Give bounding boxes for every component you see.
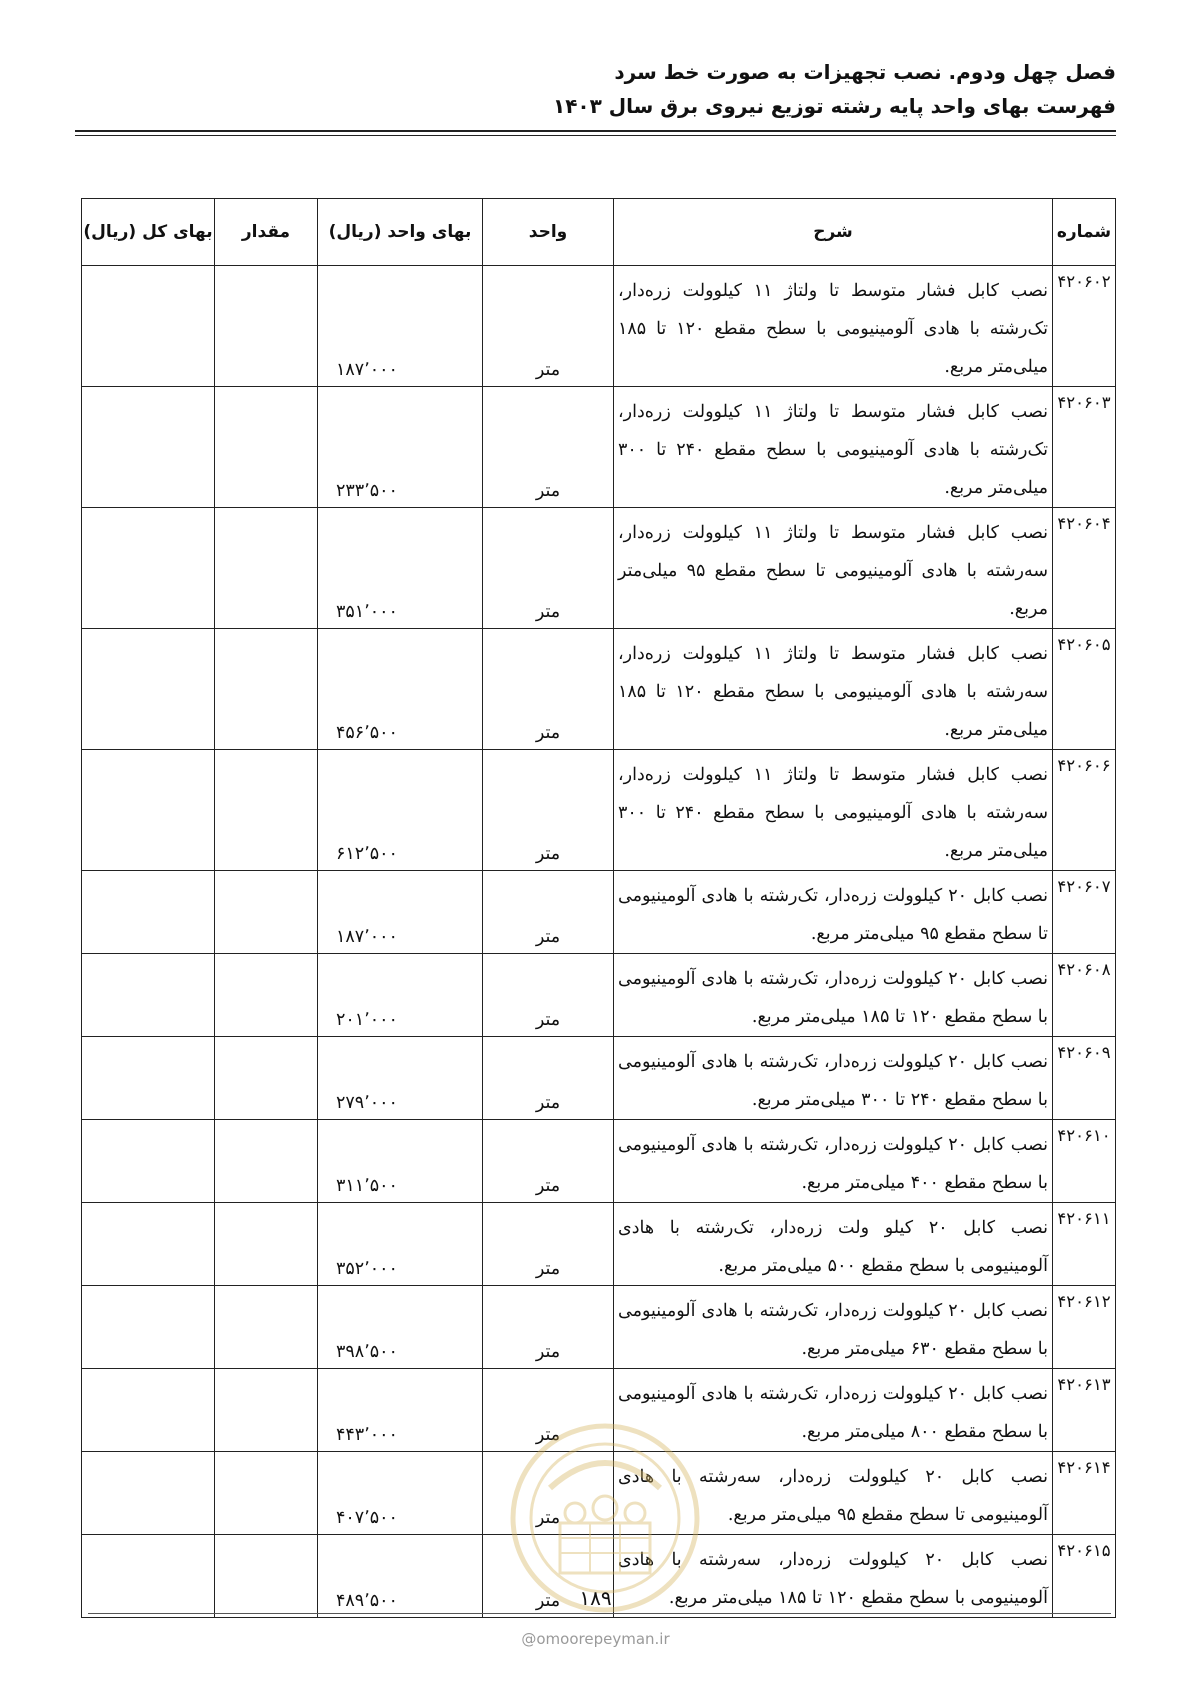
row-code: ۴۲۰۶۰۲: [1053, 266, 1116, 387]
row-code: ۴۲۰۶۰۶: [1053, 750, 1116, 871]
row-quantity: [215, 750, 318, 871]
row-quantity: [215, 1120, 318, 1203]
row-quantity: [215, 1452, 318, 1535]
table-row: [82, 871, 1116, 954]
row-description: نصب کابل ۲۰ کیلوولت زره‌دار، تک‌رشته با هادی آلومینیومی با سطح مقطع ۱۲۰ تا ۱۸۵ میلی‌متر مربع.: [614, 954, 1053, 1037]
row-unit: متر: [483, 1535, 614, 1618]
row-quantity: [215, 266, 318, 387]
website-label: @omoorepeyman.ir: [521, 1630, 670, 1648]
row-code: ۴۲۰۶۱۴: [1053, 1452, 1116, 1535]
row-quantity: [215, 629, 318, 750]
row-code: ۴۲۰۶۰۸: [1053, 954, 1116, 1037]
table-header-row: [82, 199, 1116, 266]
row-quantity: [215, 508, 318, 629]
row-unit-price: ۳۱۱٬۵۰۰: [318, 1120, 483, 1203]
header-quantity: مقدار: [215, 199, 318, 266]
row-description: نصب کابل ۲۰ کیلوولت زره‌دار، تک‌رشته با هادی آلومینیومی با سطح مقطع ۸۰۰ میلی‌متر مربع.: [614, 1369, 1053, 1452]
row-total-price: [82, 1203, 215, 1286]
row-unit-price: ۳۹۸٬۵۰۰: [318, 1286, 483, 1369]
row-code: ۴۲۰۶۰۹: [1053, 1037, 1116, 1120]
row-unit-price: ۴۰۷٬۵۰۰: [318, 1452, 483, 1535]
row-unit-price: ۴۸۹٬۵۰۰: [318, 1535, 483, 1618]
row-description: نصب کابل ۲۰ کیلوولت زره‌دار، تک‌رشته با هادی آلومینیومی با سطح مقطع ۶۳۰ میلی‌متر مربع.: [614, 1286, 1053, 1369]
row-total-price: [82, 266, 215, 387]
row-unit: متر: [483, 629, 614, 750]
table-row: [82, 1120, 1116, 1203]
row-code: ۴۲۰۶۱۲: [1053, 1286, 1116, 1369]
row-quantity: [215, 1203, 318, 1286]
header-unit-price: بهای واحد (ریال): [318, 199, 483, 266]
row-quantity: [215, 387, 318, 508]
row-total-price: [82, 508, 215, 629]
row-unit: متر: [483, 954, 614, 1037]
row-code: ۴۲۰۶۱۳: [1053, 1369, 1116, 1452]
row-unit: متر: [483, 266, 614, 387]
row-quantity: [215, 1037, 318, 1120]
row-quantity: [215, 871, 318, 954]
row-description: نصب کابل فشار متوسط تا ولتاژ ۱۱ کیلوولت زره‌دار، سه‌رشته با هادی آلومینیومی تا سطح مقطع ۹۵ میلی‌متر مربع.: [614, 508, 1053, 629]
row-unit-price: ۴۵۶٬۵۰۰: [318, 629, 483, 750]
table-row: [82, 954, 1116, 1037]
row-unit-price: ۴۴۳٬۰۰۰: [318, 1369, 483, 1452]
row-code: ۴۲۰۶۰۴: [1053, 508, 1116, 629]
header-rule-thick: [75, 130, 1116, 132]
row-unit-price: ۶۱۲٬۵۰۰: [318, 750, 483, 871]
row-description: نصب کابل ۲۰ کیلوولت زره‌دار، سه‌رشته با هادی آلومینیومی با سطح مقطع ۱۲۰ تا ۱۸۵ میلی‌متر مربع.: [614, 1535, 1053, 1618]
row-unit: متر: [483, 387, 614, 508]
table-row: [82, 629, 1116, 750]
row-description: نصب کابل فشار متوسط تا ولتاژ ۱۱ کیلوولت زره‌دار، سه‌رشته با هادی آلومینیومی با سطح مقطع ۲۴۰ تا ۳۰۰ میلی‌متر مربع.: [614, 750, 1053, 871]
header-total-price: بهای کل (ریال): [82, 199, 215, 266]
row-code: ۴۲۰۶۱۵: [1053, 1535, 1116, 1618]
row-total-price: [82, 1369, 215, 1452]
row-code: ۴۲۰۶۱۱: [1053, 1203, 1116, 1286]
row-description: نصب کابل ۲۰ کیلوولت زره‌دار، سه‌رشته با هادی آلومینیومی تا سطح مقطع ۹۵ میلی‌متر مربع.: [614, 1452, 1053, 1535]
row-unit: متر: [483, 1120, 614, 1203]
row-unit: متر: [483, 1452, 614, 1535]
row-unit: متر: [483, 1203, 614, 1286]
row-total-price: [82, 1037, 215, 1120]
row-description: نصب کابل ۲۰ کیلوولت زره‌دار، تک‌رشته با هادی آلومینیومی با سطح مقطع ۴۰۰ میلی‌متر مربع.: [614, 1120, 1053, 1203]
row-total-price: [82, 871, 215, 954]
table-row: [82, 1037, 1116, 1120]
row-total-price: [82, 1120, 215, 1203]
row-quantity: [215, 1286, 318, 1369]
row-total-price: [82, 954, 215, 1037]
table-body: [82, 266, 1116, 1618]
row-unit: متر: [483, 750, 614, 871]
row-total-price: [82, 629, 215, 750]
row-unit-price: ۲۷۹٬۰۰۰: [318, 1037, 483, 1120]
table-row: [82, 1286, 1116, 1369]
row-unit: متر: [483, 1286, 614, 1369]
header-description: شرح: [614, 199, 1053, 266]
row-description: نصب کابل ۲۰ کیلو ولت زره‌دار، تک‌رشته با هادی آلومینیومی با سطح مقطع ۵۰۰ میلی‌متر مربع.: [614, 1203, 1053, 1286]
row-unit: متر: [483, 1369, 614, 1452]
table-row: [82, 1203, 1116, 1286]
row-code: ۴۲۰۶۰۷: [1053, 871, 1116, 954]
table-row: [82, 750, 1116, 871]
row-unit-price: ۳۵۱٬۰۰۰: [318, 508, 483, 629]
row-total-price: [82, 1286, 215, 1369]
row-unit-price: ۳۵۲٬۰۰۰: [318, 1203, 483, 1286]
row-description: نصب کابل فشار متوسط تا ولتاژ ۱۱ کیلوولت زره‌دار، سه‌رشته با هادی آلومینیومی با سطح مقطع ۱۲۰ تا ۱۸۵ میلی‌متر مربع.: [614, 629, 1053, 750]
row-description: نصب کابل فشار متوسط تا ولتاژ ۱۱ کیلوولت زره‌دار، تک‌رشته با هادی آلومینیومی با سطح مقطع ۱۲۰ تا ۱۸۵ میلی‌متر مربع.: [614, 266, 1053, 387]
row-unit: متر: [483, 1037, 614, 1120]
row-unit-price: ۱۸۷٬۰۰۰: [318, 871, 483, 954]
page-number: ۱۸۹: [579, 1586, 612, 1610]
row-description: نصب کابل فشار متوسط تا ولتاژ ۱۱ کیلوولت زره‌دار، تک‌رشته با هادی آلومینیومی با سطح مقطع ۲۴۰ تا ۳۰۰ میلی‌متر مربع.: [614, 387, 1053, 508]
page-header: [75, 55, 1116, 123]
row-description: نصب کابل ۲۰ کیلوولت زره‌دار، تک‌رشته با هادی آلومینیومی با سطح مقطع ۲۴۰ تا ۳۰۰ میلی‌متر مربع.: [614, 1037, 1053, 1120]
footer-rule: [88, 1613, 1111, 1614]
table-row: [82, 508, 1116, 629]
price-list-title: فهرست بهای واحد پایه رشته توزیع نیروی برق سال ۱۴۰۳: [553, 94, 1116, 118]
row-unit: متر: [483, 508, 614, 629]
chapter-title: فصل چهل ودوم. نصب تجهیزات به صورت خط سرد: [614, 60, 1116, 84]
table-row: [82, 387, 1116, 508]
header-unit: واحد: [483, 199, 614, 266]
row-description: نصب کابل ۲۰ کیلوولت زره‌دار، تک‌رشته با هادی آلومینیومی تا سطح مقطع ۹۵ میلی‌متر مربع.: [614, 871, 1053, 954]
row-code: ۴۲۰۶۰۳: [1053, 387, 1116, 508]
row-code: ۴۲۰۶۱۰: [1053, 1120, 1116, 1203]
row-unit-price: ۱۸۷٬۰۰۰: [318, 266, 483, 387]
price-table: [81, 198, 1116, 1618]
row-quantity: [215, 1369, 318, 1452]
row-unit: متر: [483, 871, 614, 954]
row-total-price: [82, 750, 215, 871]
header-code: شماره: [1053, 199, 1116, 266]
header-rule-thin: [75, 135, 1116, 136]
row-unit-price: ۲۳۳٬۵۰۰: [318, 387, 483, 508]
row-total-price: [82, 387, 215, 508]
row-unit-price: ۲۰۱٬۰۰۰: [318, 954, 483, 1037]
row-code: ۴۲۰۶۰۵: [1053, 629, 1116, 750]
row-quantity: [215, 954, 318, 1037]
table-row: [82, 266, 1116, 387]
row-total-price: [82, 1452, 215, 1535]
